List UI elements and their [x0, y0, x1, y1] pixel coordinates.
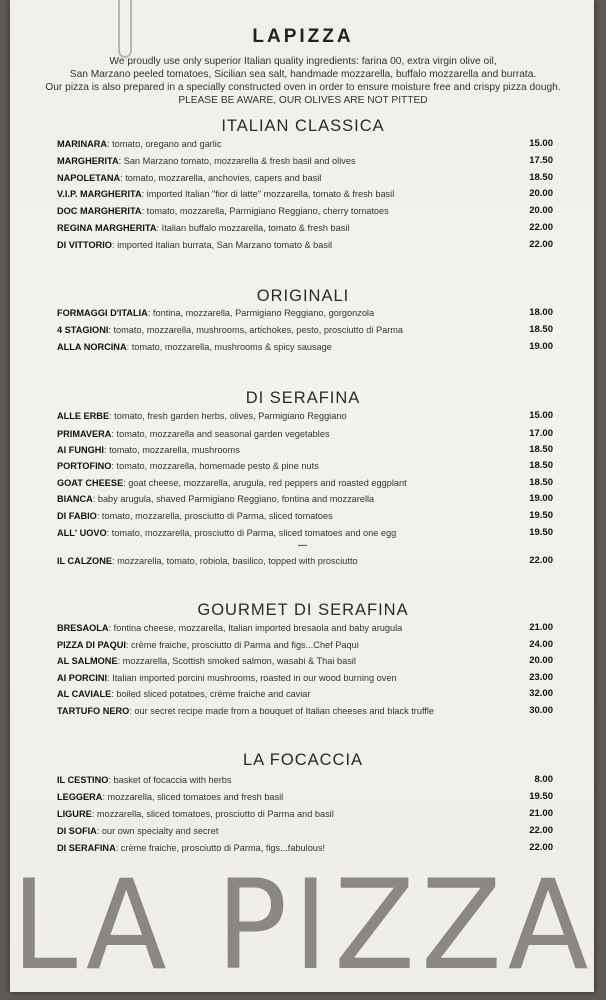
menu-item — [57, 237, 557, 253]
section-title-italian-classica: ITALIAN CLASSICA — [221, 117, 385, 135]
section-title-la-focaccia: LA FOCACCIA — [242, 751, 364, 769]
item-name: BRESAOLA — [57, 623, 109, 633]
item-name: DI FABIO — [57, 511, 97, 521]
item-description: : San Marzano tomato, mozzarella & fresh basil and olives — [118, 156, 356, 166]
item-description: : mozzarella, Scottish smoked salmon, wasabi & Thai basil — [117, 656, 356, 666]
item-price: 22.00 — [529, 555, 553, 566]
item-description: : imported Italian "fior di latte" mozzarella, tomato & fresh basil — [141, 189, 395, 199]
menu-item — [57, 203, 557, 219]
item-name: IL CALZONE — [57, 556, 112, 566]
item-name: DOC MARGHERITA — [57, 206, 142, 216]
item-description: : crème fraiche, prosciutto di Parma and figs...Chef Paqui — [125, 640, 359, 650]
menu-item — [57, 670, 557, 686]
item-price: 19.50 — [529, 791, 553, 802]
item-name: REGINA MARGHERITA — [57, 223, 157, 233]
item-price: 19.50 — [529, 527, 553, 538]
item-price: 8.00 — [534, 774, 553, 785]
menu-item — [57, 322, 557, 338]
menu-item — [57, 458, 557, 474]
item-price: 20.00 — [529, 188, 553, 199]
item-price: 15.00 — [529, 410, 553, 421]
menu-item — [57, 305, 557, 321]
item-description: : tomato, mozzarella, Parmigiano Reggiano, cherry tomatoes — [141, 206, 389, 216]
item-description: : goat cheese, mozzarella, arugula, red peppers and roasted eggplant — [123, 478, 407, 488]
item-name: ALL' UOVO — [57, 528, 107, 538]
item-description: : tomato, fresh garden herbs, olives, Parmigiano Reggiano — [109, 411, 347, 421]
item-price: 22.00 — [529, 239, 553, 250]
item-name: 4 STAGIONI — [57, 325, 109, 335]
item-description: : tomato, mozzarella, mushrooms & spicy sausage — [126, 342, 332, 352]
item-name: DI SOFIA — [57, 826, 97, 836]
item-price: 22.00 — [529, 222, 553, 233]
menu-item — [57, 686, 557, 702]
item-price: 18.00 — [529, 307, 553, 318]
item-price: 17.50 — [529, 155, 553, 166]
menu-item — [57, 525, 557, 541]
menu-item — [57, 823, 557, 839]
item-name: IL CESTINO — [57, 775, 109, 785]
item-price: 15.00 — [529, 138, 553, 149]
item-price: 24.00 — [529, 639, 553, 650]
menu-item — [57, 220, 557, 236]
item-price: 18.50 — [529, 444, 553, 455]
item-description: : fontina cheese, mozzarella, Italian imported bresaola and baby arugula — [108, 623, 403, 633]
menu-item — [57, 637, 557, 653]
item-description: : fontina, mozzarella, Parmigiano Reggiano, gorgonzola — [147, 308, 375, 318]
item-price: 23.00 — [529, 672, 553, 683]
item-description: : tomato, oregano and garlic — [107, 139, 222, 149]
footer-logo: LA PIZZA — [11, 852, 595, 998]
menu-item — [57, 806, 557, 822]
item-name: TARTUFO NERO — [57, 706, 130, 716]
menu-item — [57, 339, 557, 355]
item-name: FORMAGGI D'ITALIA — [57, 308, 148, 318]
item-description: : tomato, mozzarella, mushrooms — [103, 445, 240, 455]
item-price: 17.00 — [529, 428, 553, 439]
menu-item — [57, 136, 557, 152]
item-description: : our own specialty and secret — [96, 826, 219, 836]
item-description: : tomato, mozzarella and seasonal garden vegetables — [111, 429, 330, 439]
item-price: 32.00 — [529, 688, 553, 699]
item-price: 19.00 — [529, 341, 553, 352]
section-title-di-serafina: DI SERAFINA — [245, 389, 361, 407]
item-price: 18.50 — [529, 172, 553, 183]
item-name: NAPOLETANA — [57, 173, 121, 183]
item-name: AL SALMONE — [57, 656, 118, 666]
item-name: LEGGERA — [57, 792, 103, 802]
menu-item — [57, 186, 557, 202]
item-price: 19.50 — [529, 510, 553, 521]
item-name: AI PORCINI — [57, 673, 108, 683]
item-name: PRIMAVERA — [57, 429, 112, 439]
item-price: 20.00 — [529, 205, 553, 216]
item-name: AI FUNGHI — [57, 445, 104, 455]
menu-item — [57, 408, 557, 424]
intro-line: PLEASE BE AWARE, OUR OLIVES ARE NOT PITTED — [178, 95, 428, 106]
item-price: 20.00 — [529, 655, 553, 666]
item-price: 19.00 — [529, 493, 553, 504]
item-description: : our secret recipe made from a bouquet of Italian cheeses and black truffle — [129, 706, 435, 716]
item-name: MARGHERITA — [57, 156, 119, 166]
item-description: : tomato, mozzarella, homemade pesto & pine nuts — [111, 461, 319, 471]
item-description: : tomato, mozzarella, mushrooms, artichokes, pesto, prosciutto di Parma — [108, 325, 404, 335]
menu-item — [57, 442, 557, 458]
item-name: BIANCA — [57, 494, 93, 504]
section-separator: --- — [298, 540, 307, 550]
item-name: LIGURE — [57, 809, 92, 819]
item-description: : mozzarella, sliced tomatoes, prosciutto di Parma and basil — [91, 809, 334, 819]
menu-item — [57, 426, 557, 442]
menu-item — [57, 553, 557, 569]
menu-item — [57, 153, 557, 169]
menu-item — [57, 789, 557, 805]
item-description: : tomato, mozzarella, prosciutto di Parma, sliced tomatoes — [96, 511, 333, 521]
item-price: 30.00 — [529, 705, 553, 716]
item-name: GOAT CHEESE — [57, 478, 124, 488]
item-description: : basket of focaccia with herbs — [108, 775, 232, 785]
item-name: ALLA NORCINA — [57, 342, 127, 352]
menu-item — [57, 475, 557, 491]
item-name: MARINARA — [57, 139, 108, 149]
menu-item — [57, 620, 557, 636]
item-description: : crème fraiche, prosciutto di Parma, figs...fabulous! — [115, 843, 326, 853]
item-description: : tomato, mozzarella, prosciutto di Parma, sliced tomatoes and one egg — [106, 528, 397, 538]
item-description: : mozzarella, sliced tomatoes and fresh basil — [102, 792, 284, 802]
item-price: 18.50 — [529, 324, 553, 335]
section-title-gourmet-di-serafina: GOURMET DI SERAFINA — [197, 601, 409, 619]
item-name: DI VITTORIO — [57, 240, 112, 250]
item-description: : baby arugula, shaved Parmigiano Reggiano, fontina and mozzarella — [92, 494, 375, 504]
item-name: V.I.P. MARGHERITA — [57, 189, 142, 199]
item-description: : Italian buffalo mozzarella, tomato & fresh basil — [156, 223, 350, 233]
intro-line: We proudly use only superior Italian quality ingredients: farina 00, extra virgin olive oil, — [109, 56, 497, 67]
item-description: : boiled sliced potatoes, crème fraiche and caviar — [111, 689, 311, 699]
section-title-originali: ORIGINALI — [256, 287, 350, 305]
item-price: 22.00 — [529, 842, 553, 853]
menu-item — [57, 491, 557, 507]
item-name: PORTOFINO — [57, 461, 112, 471]
menu-item — [57, 170, 557, 186]
item-description: : mozzarella, tomato, robiola, basilico, topped with prosciutto — [111, 556, 358, 566]
item-description: : Italian imported porcini mushrooms, roasted in our wood burning oven — [107, 673, 397, 683]
menu-title: LAPIZZA — [252, 26, 354, 47]
item-price: 18.50 — [529, 477, 553, 488]
menu-intro — [20, 55, 586, 107]
item-name: PIZZA DI PAQUI — [57, 640, 126, 650]
item-price: 21.00 — [529, 808, 553, 819]
item-name: ALLE ERBE — [57, 411, 110, 421]
item-price: 21.00 — [529, 622, 553, 633]
item-name: DI SERAFINA — [57, 843, 116, 853]
menu-item — [57, 508, 557, 524]
item-description: : imported Italian burrata, San Marzano tomato & basil — [111, 240, 333, 250]
menu-item — [57, 772, 557, 788]
item-description: : tomato, mozzarella, anchovies, capers and basil — [120, 173, 322, 183]
intro-line: Our pizza is also prepared in a specially constructed oven in order to ensure moisture free and crispy pizza dough. — [45, 82, 561, 93]
item-price: 18.50 — [529, 460, 553, 471]
item-price: 22.00 — [529, 825, 553, 836]
intro-line: San Marzano peeled tomatoes, Sicilian sea salt, handmade mozzarella, buffalo mozzarella and burrata. — [69, 69, 537, 80]
menu-item — [57, 703, 557, 719]
item-name: AL CAVIALE — [57, 689, 112, 699]
menu-item — [57, 653, 557, 669]
